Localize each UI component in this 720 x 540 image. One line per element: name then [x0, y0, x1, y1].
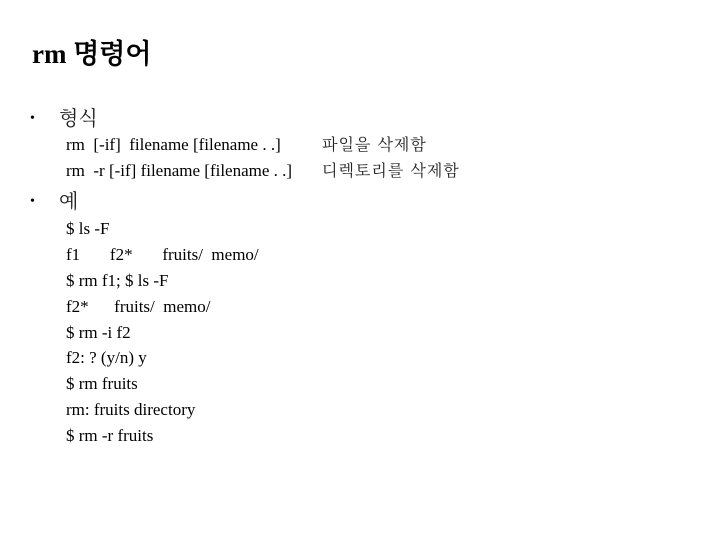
heading-format: 형식: [59, 106, 98, 130]
example-line: $ rm f1; $ ls -F: [66, 271, 169, 290]
description-line-1: 파일을 삭제함: [322, 135, 427, 154]
heading-example: 예: [59, 189, 79, 213]
syntax-line-2: rm -r [-if] filename [filename . .]: [66, 161, 293, 180]
example-line: f2: ? (y/n) y: [66, 348, 147, 367]
example-line: f1 f2* fruits/ memo/: [66, 245, 259, 264]
description-line-2: 디렉토리를 삭제함: [322, 161, 460, 180]
example-line: rm: fruits directory: [66, 400, 196, 419]
syntax-line-1: rm [-if] filename [filename . .]: [66, 135, 281, 154]
bullet-example: •: [30, 194, 35, 209]
example-line: $ rm fruits: [66, 374, 138, 393]
bullet-format: •: [30, 111, 35, 126]
example-line: $ rm -i f2: [66, 323, 131, 342]
slide-title: rm 명령어: [32, 39, 152, 69]
example-line: f2* fruits/ memo/: [66, 297, 211, 316]
example-line: $ ls -F: [66, 219, 110, 238]
example-line: $ rm -r fruits: [66, 426, 154, 445]
